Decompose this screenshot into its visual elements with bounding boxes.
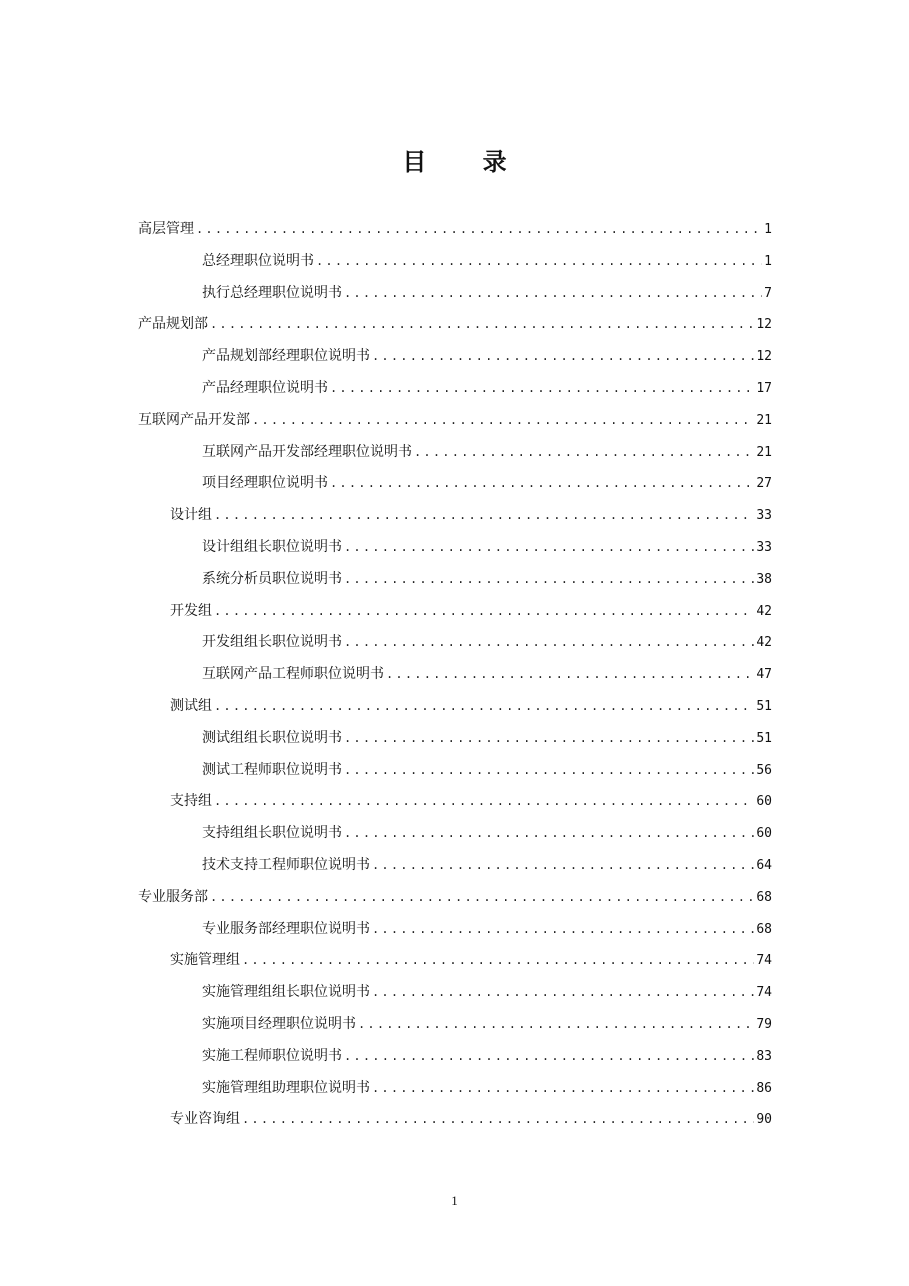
page-title: 目 录 <box>402 148 531 176</box>
toc-entry-page: 56 <box>756 762 772 778</box>
toc-entry-text: 产品规划部 <box>138 316 208 333</box>
toc-entry-page: 27 <box>756 476 772 492</box>
toc-leader-dots <box>414 441 754 463</box>
toc-leader-dots <box>372 1077 754 1099</box>
toc-entry-text: 开发组 <box>170 602 212 619</box>
toc-entry[interactable] <box>138 441 772 473</box>
toc-entry-page: 60 <box>756 826 772 842</box>
toc-entry[interactable] <box>138 313 772 345</box>
toc-entry-text: 专业服务部经理职位说明书 <box>202 920 370 937</box>
toc-entry[interactable] <box>138 663 772 695</box>
toc-entry[interactable] <box>138 727 772 759</box>
toc-leader-dots <box>344 631 754 653</box>
toc-entry-text: 测试组组长职位说明书 <box>202 729 342 746</box>
toc-entry-text: 开发组组长职位说明书 <box>202 634 342 651</box>
toc-leader-dots <box>330 472 754 494</box>
toc-leader-dots <box>372 854 754 876</box>
toc-entry-page: 21 <box>756 412 772 428</box>
toc-leader-dots <box>316 250 762 272</box>
toc-entry-text: 实施工程师职位说明书 <box>202 1047 342 1064</box>
toc-entry-text: 专业咨询组 <box>170 1111 240 1128</box>
toc-entry-page: 1 <box>764 222 772 237</box>
toc-leader-dots <box>214 504 754 526</box>
toc-entry-page: 51 <box>756 698 772 714</box>
toc-entry[interactable] <box>138 409 772 441</box>
toc-entry-text: 支持组组长职位说明书 <box>202 825 342 842</box>
toc-leader-dots <box>344 282 762 304</box>
toc-leader-dots <box>344 1045 754 1067</box>
toc-entry-text: 实施管理组助理职位说明书 <box>202 1079 370 1096</box>
toc-entry[interactable] <box>138 568 772 600</box>
toc-entry[interactable] <box>138 250 772 282</box>
toc-leader-dots <box>372 981 754 1003</box>
toc-entry[interactable] <box>138 981 772 1013</box>
toc-entry-page: 60 <box>756 794 772 810</box>
toc-entry[interactable] <box>138 536 772 568</box>
toc-entry[interactable] <box>138 504 772 536</box>
table-of-contents <box>138 218 772 1140</box>
toc-entry-page: 86 <box>756 1080 772 1096</box>
toc-entry[interactable] <box>138 1045 772 1077</box>
toc-leader-dots <box>242 949 754 971</box>
toc-entry[interactable] <box>138 600 772 632</box>
toc-leader-dots <box>210 313 754 335</box>
toc-entry-page: 1 <box>764 253 772 269</box>
toc-entry[interactable] <box>138 854 772 886</box>
toc-entry-page: 42 <box>756 603 772 619</box>
toc-leader-dots <box>344 727 754 749</box>
toc-entry-page: 12 <box>756 349 772 365</box>
toc-entry-text: 总经理职位说明书 <box>202 252 314 269</box>
toc-entry-page: 74 <box>756 985 772 1001</box>
toc-entry-text: 设计组组长职位说明书 <box>202 538 342 555</box>
toc-entry-text: 系统分析员职位说明书 <box>202 570 342 587</box>
toc-entry-text: 设计组 <box>170 507 212 524</box>
toc-entry-text: 互联网产品工程师职位说明书 <box>202 666 384 683</box>
toc-leader-dots <box>386 663 754 685</box>
toc-entry-text: 互联网产品开发部经理职位说明书 <box>202 443 412 460</box>
toc-entry-text: 产品经理职位说明书 <box>202 379 328 396</box>
toc-leader-dots <box>214 695 754 717</box>
toc-entry[interactable] <box>138 1077 772 1109</box>
toc-entry-page: 64 <box>756 857 772 873</box>
toc-leader-dots <box>242 1108 754 1130</box>
toc-leader-dots <box>344 568 754 590</box>
toc-leader-dots <box>344 536 754 558</box>
toc-leader-dots <box>214 790 754 812</box>
toc-leader-dots <box>358 1013 754 1035</box>
toc-entry[interactable] <box>138 759 772 791</box>
toc-entry-page: 90 <box>756 1112 772 1128</box>
toc-leader-dots <box>196 218 762 240</box>
toc-entry-page: 17 <box>756 380 772 396</box>
toc-entry-page: 42 <box>756 635 772 651</box>
toc-entry[interactable] <box>138 1013 772 1045</box>
toc-entry-text: 支持组 <box>170 793 212 810</box>
toc-entry-page: 33 <box>756 508 772 524</box>
toc-entry-page: 12 <box>756 317 772 333</box>
toc-entry[interactable] <box>138 1108 772 1140</box>
toc-leader-dots <box>252 409 754 431</box>
toc-entry-page: 68 <box>756 889 772 905</box>
toc-entry[interactable] <box>138 282 772 314</box>
toc-leader-dots <box>372 345 754 367</box>
toc-entry-text: 项目经理职位说明书 <box>202 475 328 492</box>
toc-entry-page: 47 <box>756 667 772 683</box>
toc-entry-page: 21 <box>756 444 772 460</box>
toc-entry[interactable] <box>138 822 772 854</box>
toc-entry[interactable] <box>138 949 772 981</box>
toc-leader-dots <box>214 600 754 622</box>
toc-entry[interactable] <box>138 790 772 822</box>
toc-entry-page: 7 <box>764 285 772 301</box>
toc-entry[interactable] <box>138 472 772 504</box>
toc-leader-dots <box>344 759 754 781</box>
toc-leader-dots <box>344 822 754 844</box>
toc-leader-dots <box>330 377 754 399</box>
toc-entry-text: 产品规划部经理职位说明书 <box>202 348 370 365</box>
toc-leader-dots <box>372 918 754 940</box>
toc-entry-page: 79 <box>756 1016 772 1032</box>
toc-entry[interactable] <box>138 695 772 727</box>
toc-entry[interactable] <box>138 918 772 950</box>
page-number: 1 <box>451 1193 458 1208</box>
toc-leader-dots <box>210 886 754 908</box>
toc-entry-text: 测试组 <box>170 697 212 714</box>
toc-entry-text: 专业服务部 <box>138 888 208 905</box>
toc-entry-page: 38 <box>756 571 772 587</box>
toc-entry-text: 实施项目经理职位说明书 <box>202 1015 356 1032</box>
toc-entry[interactable] <box>138 886 772 918</box>
toc-entry[interactable] <box>138 377 772 409</box>
toc-entry-text: 高层管理 <box>138 221 194 237</box>
toc-entry[interactable] <box>138 631 772 663</box>
toc-entry-page: 33 <box>756 539 772 555</box>
toc-entry-text: 技术支持工程师职位说明书 <box>202 856 370 873</box>
toc-entry[interactable] <box>138 345 772 377</box>
toc-entry-text: 实施管理组 <box>170 952 240 969</box>
toc-entry-text: 执行总经理职位说明书 <box>202 284 342 301</box>
toc-entry-page: 68 <box>756 921 772 937</box>
toc-entry-text: 互联网产品开发部 <box>138 411 250 428</box>
toc-entry[interactable] <box>138 218 772 250</box>
toc-entry-page: 51 <box>756 730 772 746</box>
toc-entry-text: 实施管理组组长职位说明书 <box>202 984 370 1001</box>
toc-entry-page: 83 <box>756 1048 772 1064</box>
toc-entry-text: 测试工程师职位说明书 <box>202 761 342 778</box>
toc-entry-page: 74 <box>756 953 772 969</box>
